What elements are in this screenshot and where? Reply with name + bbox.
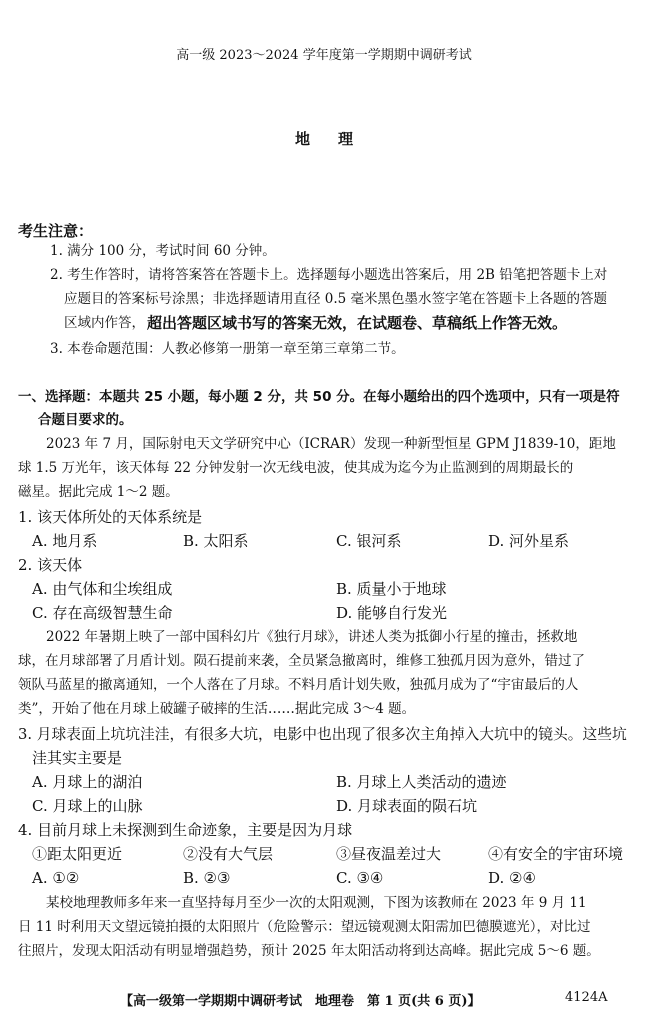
notice-item-3: 3. 本卷命题范围：人教必修第一册第一章至第三章第二节。 xyxy=(50,341,405,357)
question-4-statement-4: ④有安全的宇宙环境 xyxy=(488,845,624,863)
page-footer: 【高一级第一学期期中调研考试 地理卷 第 1 页(共 6 页)】 xyxy=(120,994,481,1009)
question-4-statement-1: ①距太阳更近 xyxy=(32,845,123,863)
question-4-statement-2: ②没有大气层 xyxy=(183,845,274,863)
notice-item-2-cont2: 区域内作答， xyxy=(64,315,145,331)
question-3-stem: 3. 月球表面上坑坑洼洼，有很多大坑，电影中也出现了很多次主角掉入大坑中的镜头。这些坑 xyxy=(18,726,627,743)
paper-code: 4124A xyxy=(565,990,608,1005)
section-heading: 一、选择题：本题共 25 小题，每小题 2 分，共 50 分。在每小题给出的四个选项中，只有一项是符 xyxy=(18,389,620,405)
passage-2-line-4: 类”，开始了他在月球上破罐子破摔的生活……据此完成 3～4 题。 xyxy=(18,701,416,717)
notice-item-2-cont: 应题目的答案标号涂黑；非选择题请用直径 0.5 毫米黑色墨水签字笔在答题卡上各题的答题 xyxy=(64,291,608,307)
passage-2-line-2: 球，在月球部署了月盾计划。陨石提前来袭，全员紧急撤离时，维修工独孤月因为意外，错过了 xyxy=(18,653,585,669)
notice-item-1: 1. 满分 100 分，考试时间 60 分钟。 xyxy=(50,243,276,259)
passage-2-line-1: 2022 年暑期上映了一部中国科幻片《独行月球》，讲述人类为抵御小行星的撞击，拯救地 xyxy=(46,629,578,645)
question-4-option-c: C. ③④ xyxy=(336,869,384,887)
question-4-option-b: B. ②③ xyxy=(183,869,231,887)
passage-1-line-1: 2023 年 7 月，国际射电天文学研究中心（ICRAR）发现一种新型恒星 GPM J1839-10，距地 xyxy=(46,436,616,452)
question-4-statement-3: ③昼夜温差过大 xyxy=(336,845,442,863)
question-3-stem-cont: 洼其实主要是 xyxy=(32,749,123,767)
passage-3-line-2: 日 11 时利用天文望远镜拍摄的太阳照片（危险警示：望远镜观测太阳需加巴德膜遮光），对比过 xyxy=(18,919,591,935)
question-1-stem: 1. 该天体所处的天体系统是 xyxy=(18,508,203,526)
question-3-option-a: A. 月球上的湖泊 xyxy=(32,773,143,791)
question-3-option-d: D. 月球表面的陨石坑 xyxy=(336,797,478,815)
question-1-option-c: C. 银河系 xyxy=(336,532,402,550)
question-3-option-c: C. 月球上的山脉 xyxy=(32,797,143,815)
passage-2-line-3: 领队马蓝星的撤离通知，一个人落在了月球。不料月盾计划失败，独孤月成为了“宇宙最后的人 xyxy=(18,677,579,693)
passage-3-line-3: 往照片，发现太阳活动有明显增强趋势，预计 2025 年太阳活动将到达高峰。据此完成 5～6 题。 xyxy=(18,943,600,959)
question-1-option-b: B. 太阳系 xyxy=(183,532,249,550)
question-2-option-a: A. 由气体和尘埃组成 xyxy=(32,580,173,598)
notice-warning: 超出答题区域书写的答案无效，在试题卷、草稿纸上作答无效。 xyxy=(147,314,568,332)
passage-1-line-3: 磁星。据此完成 1～2 题。 xyxy=(18,484,179,500)
question-2-option-b: B. 质量小于地球 xyxy=(336,580,447,598)
notice-heading: 考生注意： xyxy=(18,222,94,240)
passage-1-line-2: 球 1.5 万光年，该天体每 22 分钟发射一次无线电波，使其成为迄今为止监测到的周期最长的 xyxy=(18,460,574,476)
subject-title: 地理 xyxy=(294,130,381,148)
question-1-option-d: D. 河外星系 xyxy=(488,532,570,550)
question-2-stem: 2. 该天体 xyxy=(18,556,83,574)
question-3-option-b: B. 月球上人类活动的遗迹 xyxy=(336,773,507,791)
passage-3-line-1: 某校地理教师多年来一直坚持每月至少一次的太阳观测，下图为该教师在 2023 年 9 月 11 xyxy=(46,895,587,911)
question-4-option-a: A. ①② xyxy=(32,869,80,887)
question-2-option-d: D. 能够自行发光 xyxy=(336,604,448,622)
notice-item-2: 2. 考生作答时，请将答案答在答题卡上。选择题每小题选出答案后，用 2B 铅笔把答题卡上对 xyxy=(50,267,608,283)
question-2-option-c: C. 存在高级智慧生命 xyxy=(32,604,173,622)
question-4-option-d: D. ②④ xyxy=(488,869,536,887)
question-4-stem: 4. 目前月球上未探测到生命迹象，主要是因为月球 xyxy=(18,821,353,839)
section-heading-cont: 合题目要求的。 xyxy=(38,412,133,428)
question-1-option-a: A. 地月系 xyxy=(32,532,98,550)
exam-title: 高一级 2023～2024 学年度第一学期期中调研考试 xyxy=(176,48,472,63)
